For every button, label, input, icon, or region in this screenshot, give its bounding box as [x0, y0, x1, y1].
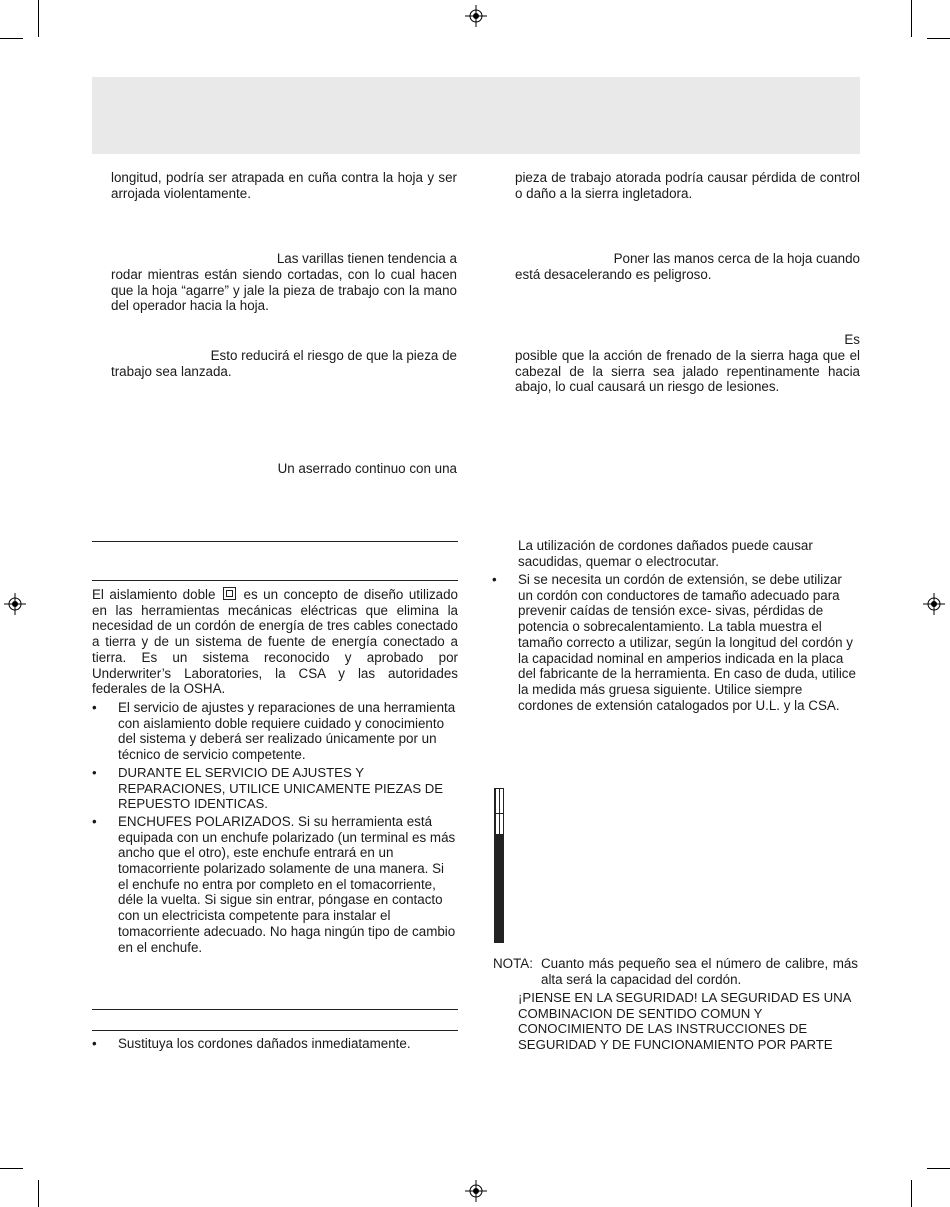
- extension-cord-table: [494, 788, 504, 943]
- double-insulation-text: El aislamiento doble: [92, 587, 216, 602]
- right-paragraph-lead: Poner las manos cerca de la hoja cuando: [613, 251, 860, 266]
- bullet-icon: •: [92, 700, 97, 715]
- cord-list: [92, 1036, 458, 1054]
- table-cell: [500, 789, 504, 814]
- crop-mark: [0, 38, 23, 39]
- section-rule: [92, 1009, 458, 1010]
- bullet-icon: •: [92, 764, 97, 780]
- bullet-icon: •: [92, 813, 97, 829]
- left-paragraph: trabajo sea lanzada.: [111, 364, 232, 379]
- left-paragraph: longitud, podría ser atrapada en cuña contra la hoja y ser arrojada violentamente.: [111, 170, 457, 201]
- table-cell: [503, 835, 504, 857]
- crop-mark: [0, 1168, 23, 1169]
- double-insulation-text: es un concepto de diseño utilizado en las herramientas mecánicas eléctricas que elimina la necesidad de un cordón de energía de tres cables conectado a tierra y de un sistema de fuente de energía conectado a tierra. Es un sistema reconocido y aprobado por Underwriter’s Laboratories, la CSA y las autoridades federales de la OSHA.: [92, 587, 458, 697]
- list-item-text: El servicio de ajustes y reparaciones de una herramienta con aislamiento doble requiere cuidado y conocimiento del sistema y deberá ser realizado únicamente por un técnico de servicio competente.: [118, 700, 456, 763]
- crop-mark: [927, 38, 950, 39]
- bullet-icon: •: [92, 1036, 97, 1051]
- list-item-text: ENCHUFES POLARIZADOS. Si su herramienta está equipada con un enchufe polarizado (un terminal es más ancho que el otro), este enchufe entrará en un tomacorriente polarizado solamente de una manera. Si el enchufe no entra por completo en el tomacorriente, déle la vuelta. Si sigue sin entrar, póngase en contacto con un electricista competente para instalar el tomacorriente adecuado. No haga ningún tipo de cambio en el enchufe.: [118, 813, 456, 955]
- crosshair-registration-icon: [465, 5, 487, 27]
- bullet-icon: •: [492, 572, 497, 587]
- table-cell: [500, 814, 504, 835]
- list-item-text: Si se necesita un cordón de extensión, se debe utilizar un cordón con conductores de tamaño adecuado para prevenir caídas de tensión exce- sivas, pérdidas de potencia o sobrecalentamiento. La tabla muestra el tamaño correcto a utilizar, según la longitud del cordón y la capacidad nominal en amperios indicada en la placa del fabricante de la herramienta. En caso de duda, utilice la medida más gruesa siguiente. Utilice siempre cordones de extensión catalogados por U.L. y la CSA.: [518, 572, 856, 713]
- list-item: [492, 572, 860, 713]
- crosshair-registration-icon: [4, 593, 26, 615]
- left-paragraph-lead: Las varillas tienen tendencia a: [276, 251, 457, 266]
- crop-mark: [911, 0, 912, 37]
- double-insulation-paragraph: [92, 587, 458, 697]
- section-rule: [92, 1030, 458, 1031]
- crop-mark: [38, 0, 39, 37]
- crosshair-registration-icon: [923, 593, 945, 615]
- right-paragraph: posible que la acción de frenado de la sierra haga que el cabezal de la sierra sea jalado repentinamente hacia abajo, lo cual causará un riesgo de lesiones.: [515, 348, 860, 395]
- left-paragraph-lead: Un aserrado continuo con una: [277, 461, 457, 476]
- table-cell: [503, 857, 504, 943]
- crop-mark: [38, 1180, 39, 1207]
- note-label: NOTA:: [493, 956, 533, 971]
- right-paragraph: está desacelerando es peligroso.: [515, 267, 712, 282]
- right-paragraph: pieza de trabajo atorada podría causar pérdida de control o daño a la sierra ingletadora.: [515, 170, 860, 201]
- list-item-text: DURANTE EL SERVICIO DE AJUSTES Y REPARACIONES, UTILICE UNICAMENTE PIEZAS DE REPUESTO IDENTICAS.: [118, 764, 444, 812]
- section-rule: [92, 541, 458, 542]
- safety-statement: ¡PIENSE EN LA SEGURIDAD! LA SEGURIDAD ES UNA COMBINACION DE SENTIDO COMUN Y CONOCIMIENTO DE LAS INSTRUCCIONES DE SEGURIDAD Y DE FUNCIONAMIENTO POR PARTE: [518, 990, 851, 1053]
- extension-list: [492, 572, 860, 715]
- crop-mark: [927, 1168, 950, 1169]
- list-item-text: Sustituya los cordones dañados inmediatamente.: [118, 1036, 411, 1051]
- double-square-icon: [223, 587, 236, 600]
- right-paragraph-lead: Es: [844, 332, 860, 347]
- list-item: [92, 1036, 458, 1052]
- list-item: [92, 700, 458, 763]
- note-text: Cuanto más pequeño sea el número de calibre, más alta será la capacidad del cordón.: [541, 956, 858, 987]
- double-insulation-list: [92, 700, 458, 957]
- crop-mark: [911, 1180, 912, 1207]
- left-paragraph-lead: Esto reducirá el riesgo de que la pieza de: [210, 348, 457, 363]
- crosshair-registration-icon: [465, 1180, 487, 1202]
- list-item: [92, 765, 458, 812]
- cord-continuation: La utilización de cordones dañados puede causar sacudidas, quemar o electrocutar.: [518, 538, 813, 569]
- section-rule: [92, 580, 458, 581]
- list-item: [92, 814, 458, 955]
- header-band: [92, 77, 860, 154]
- left-paragraph: rodar mientras están siendo cortadas, con lo cual hacen que la hoja “agarre” y jale la pieza de trabajo con la mano del operador hacia la hoja.: [111, 267, 457, 314]
